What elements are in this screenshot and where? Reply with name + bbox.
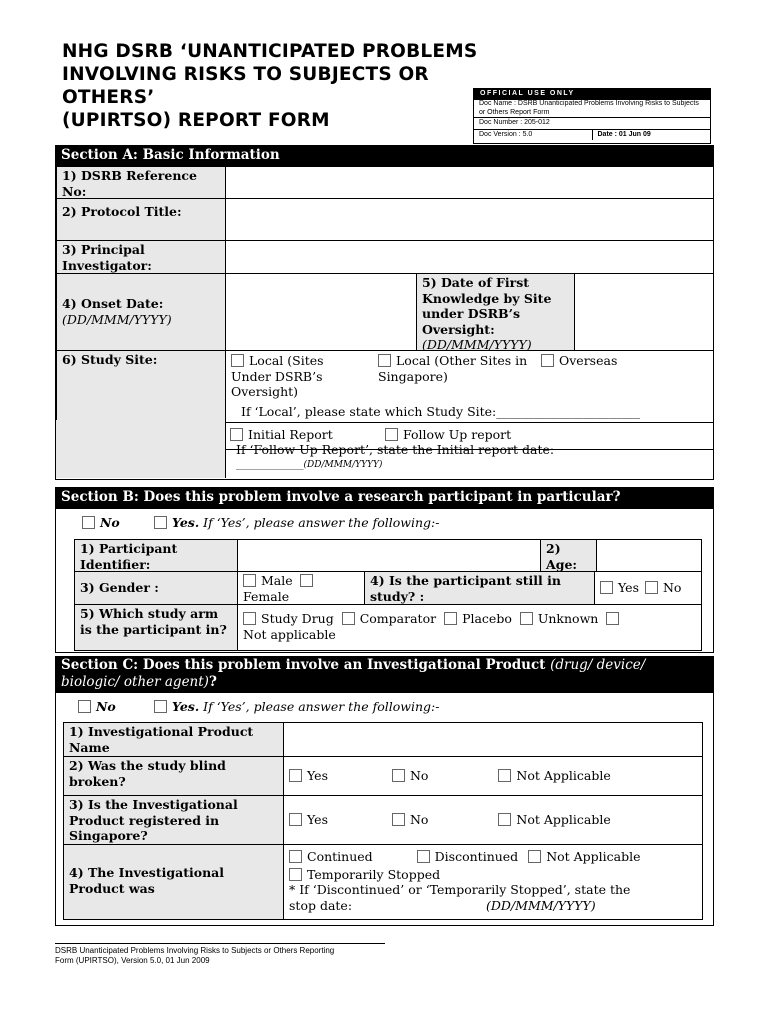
discontinued-checkbox[interactable] xyxy=(417,850,430,863)
section-b-header: Section B: Does this problem involve a research participant in particular? xyxy=(55,487,714,508)
protocol-title-label: 2) Protocol Title: xyxy=(56,198,226,241)
section-c-header-italic: (drug/ device/ biologic/ other agent) xyxy=(61,657,646,690)
onset-date-label xyxy=(56,273,226,351)
section-c-yes-option[interactable] xyxy=(154,699,439,715)
footer-line-2: Form (UPIRTSO), Version 5.0, 01 Jun 2009 xyxy=(55,955,210,965)
ref-no-input[interactable] xyxy=(225,166,714,199)
blind-broken-label: 2) Was the study blind broken? xyxy=(63,756,284,796)
discontinued-label: Discontinued xyxy=(434,849,519,864)
section-c-yes-note: If ‘Yes’, please answer the following:- xyxy=(203,699,440,714)
age-input[interactable] xyxy=(596,539,702,572)
study-drug-label: Study Drug xyxy=(261,611,334,626)
official-use-header: OFFICIAL USE ONLY xyxy=(474,89,710,99)
section-b-no-checkbox[interactable] xyxy=(82,516,95,529)
still-in-study-cell xyxy=(594,571,702,605)
ip-name-input[interactable] xyxy=(283,722,703,757)
gender-female-label: Female xyxy=(243,588,290,604)
initial-report-checkbox[interactable] xyxy=(230,428,243,441)
ip-na-checkbox[interactable] xyxy=(528,850,541,863)
site-local-checkbox[interactable] xyxy=(231,354,244,367)
site-local-other-checkbox[interactable] xyxy=(378,354,391,367)
protocol-title-input[interactable] xyxy=(225,198,714,241)
first-knowledge-format: (DD/MMM/YYYY) xyxy=(422,337,532,352)
blind-broken-cell xyxy=(283,756,703,796)
participant-id-input[interactable] xyxy=(237,539,541,572)
registered-na-label: Not Applicable xyxy=(516,812,611,827)
pi-label: 3) Principal Investigator: xyxy=(56,240,226,274)
age-label: 2) Age: xyxy=(540,539,597,572)
first-knowledge-text: 5) Date of First Knowledge by Site under DSRB’s Oversight: xyxy=(422,275,552,337)
title-line-1: NHG DSRB ‘UNANTICIPATED PROBLEMS xyxy=(62,41,478,62)
not-applicable-label: Not applicable xyxy=(243,626,336,642)
first-knowledge-label xyxy=(416,273,575,351)
onset-date-format: (DD/MMM/YYYY) xyxy=(62,311,172,327)
doc-name: Doc Name : DSRB Unanticipated Problems Involving Risks to Subjects or Others Report Form xyxy=(474,99,710,117)
blind-yes-checkbox[interactable] xyxy=(289,769,302,782)
section-c-header-end: ? xyxy=(208,674,217,690)
blind-na-label: Not Applicable xyxy=(516,768,611,783)
site-local-note: If ‘Local’, please state which Study Site:_______________________ xyxy=(241,404,641,419)
temporarily-stopped-label: Temporarily Stopped xyxy=(307,866,441,882)
participant-id-label: 1) Participant Identifier: xyxy=(74,539,238,572)
gender-female-checkbox[interactable] xyxy=(300,574,313,587)
gender-male-label: Male xyxy=(261,573,293,588)
pi-input[interactable] xyxy=(225,240,714,274)
first-knowledge-input[interactable] xyxy=(574,273,714,351)
gender-label: 3) Gender : xyxy=(74,571,238,605)
still-in-study-yes-label: Yes xyxy=(618,580,639,595)
study-drug-checkbox[interactable] xyxy=(243,612,256,625)
still-in-study-no-checkbox[interactable] xyxy=(645,581,658,594)
date-format: (DD/MMM/YYYY) xyxy=(303,460,383,470)
ip-was-cell xyxy=(283,844,703,920)
site-local-other-option[interactable] xyxy=(378,353,528,384)
doc-number: Doc Number : 205-012 xyxy=(474,117,710,129)
doc-version: Doc Version : 5.0 xyxy=(479,130,533,138)
stop-date-format: (DD/MMM/YYYY) xyxy=(486,897,596,913)
section-b-yes-note: If ‘Yes’, please answer the following:- xyxy=(203,515,440,530)
site-overseas-checkbox[interactable] xyxy=(541,354,554,367)
section-b-no-label: No xyxy=(100,515,120,530)
section-b-yes-label: Yes. xyxy=(172,515,200,530)
registered-yes-label: Yes xyxy=(307,812,328,827)
blind-na-checkbox[interactable] xyxy=(498,769,511,782)
ip-name-label: 1) Investigational Product Name xyxy=(63,722,284,757)
section-c-no-checkbox[interactable] xyxy=(78,700,91,713)
follow-up-option[interactable] xyxy=(385,427,511,443)
doc-date: Date : 01 Jun 09 xyxy=(592,130,711,141)
section-c-no-label: No xyxy=(96,699,116,714)
placebo-checkbox[interactable] xyxy=(444,612,457,625)
stop-date-field[interactable] xyxy=(289,898,697,914)
not-applicable-checkbox[interactable] xyxy=(606,612,619,625)
site-overseas-label: Overseas xyxy=(559,353,618,368)
initial-report-option[interactable] xyxy=(230,427,333,443)
registered-na-checkbox[interactable] xyxy=(498,813,511,826)
blind-yes-label: Yes xyxy=(307,768,328,783)
page-title xyxy=(62,40,482,132)
ip-na-label: Not Applicable xyxy=(546,849,641,864)
follow-up-checkbox[interactable] xyxy=(385,428,398,441)
study-site-label: 6) Study Site: xyxy=(56,350,226,423)
section-b-no-option[interactable] xyxy=(82,515,120,531)
section-c-yes-label: Yes. xyxy=(172,699,200,714)
gender-male-option[interactable] xyxy=(243,573,359,589)
section-a-header: Section A: Basic Information xyxy=(55,145,714,165)
section-c-box xyxy=(55,692,714,926)
follow-up-note: If ‘Follow Up Report’, state the Initial report date: xyxy=(236,442,555,457)
study-arm-label: 5) Which study arm is the participant in? xyxy=(74,604,238,651)
blind-no-label: No xyxy=(409,768,429,783)
still-in-study-yes-checkbox[interactable] xyxy=(600,581,613,594)
stop-date-label: stop date: xyxy=(289,897,353,913)
still-in-study-no-label: No xyxy=(662,580,682,595)
title-line-2: INVOLVING RISKS TO SUBJECTS OR OTHERS’ xyxy=(62,64,429,108)
placebo-label: Placebo xyxy=(462,611,512,626)
title-line-3: (UPIRTSO) REPORT FORM xyxy=(62,110,330,131)
gender-male-checkbox[interactable] xyxy=(243,574,256,587)
gender-cell xyxy=(237,571,365,605)
section-c-header-bold: Section C: Does this problem involve an Investigational Product xyxy=(61,657,546,673)
section-b-box xyxy=(55,508,714,653)
registered-no-checkbox[interactable] xyxy=(392,813,405,826)
site-local-label: Local (Sites Under DSRB’s Oversight) xyxy=(231,353,324,399)
section-c-header xyxy=(55,656,714,692)
footer-line-1: DSRB Unanticipated Problems Involving Risks to Subjects or Others Reporting xyxy=(55,946,335,955)
section-b-yes-option[interactable] xyxy=(154,515,439,531)
date-blank: _______________ xyxy=(236,460,304,470)
temporarily-stopped-checkbox[interactable] xyxy=(289,868,302,881)
footer xyxy=(55,943,385,965)
study-arm-cell xyxy=(237,604,702,651)
unknown-checkbox[interactable] xyxy=(520,612,533,625)
follow-up-label: Follow Up report xyxy=(403,427,512,442)
section-c-yes-checkbox[interactable] xyxy=(154,700,167,713)
ref-no-label: 1) DSRB Reference No: xyxy=(56,166,226,199)
site-overseas-option[interactable] xyxy=(541,353,617,369)
site-local-other-label: Local (Other Sites in Singapore) xyxy=(378,353,528,384)
registered-no-label: No xyxy=(409,812,429,827)
site-local-option[interactable] xyxy=(231,353,366,400)
section-b-yes-checkbox[interactable] xyxy=(154,516,167,529)
registered-yes-checkbox[interactable] xyxy=(289,813,302,826)
type-of-report-extension xyxy=(55,420,714,480)
continued-label: Continued xyxy=(307,849,373,864)
unknown-label: Unknown xyxy=(537,611,599,626)
section-c-no-option[interactable] xyxy=(78,699,116,715)
initial-report-date-field[interactable] xyxy=(236,458,382,474)
ip-was-label: 4) The Investigational Product was xyxy=(63,844,284,920)
study-site-cell xyxy=(225,350,714,423)
still-in-study-label: 4) Is the participant still in study? : xyxy=(364,571,595,605)
onset-date-text: 4) Onset Date: xyxy=(62,296,164,311)
continued-checkbox[interactable] xyxy=(289,850,302,863)
comparator-label: Comparator xyxy=(359,611,437,626)
official-use-box xyxy=(473,88,711,144)
initial-report-label: Initial Report xyxy=(248,427,333,442)
onset-date-input[interactable] xyxy=(225,273,417,351)
registered-label: 3) Is the Investigational Product registered in Singapore? xyxy=(63,795,284,845)
comparator-checkbox[interactable] xyxy=(342,612,355,625)
section-a-table xyxy=(55,165,714,450)
registered-cell xyxy=(283,795,703,845)
stop-note: * If ‘Discontinued’ or ‘Temporarily Stopped’, state the xyxy=(289,882,631,897)
blind-no-checkbox[interactable] xyxy=(392,769,405,782)
